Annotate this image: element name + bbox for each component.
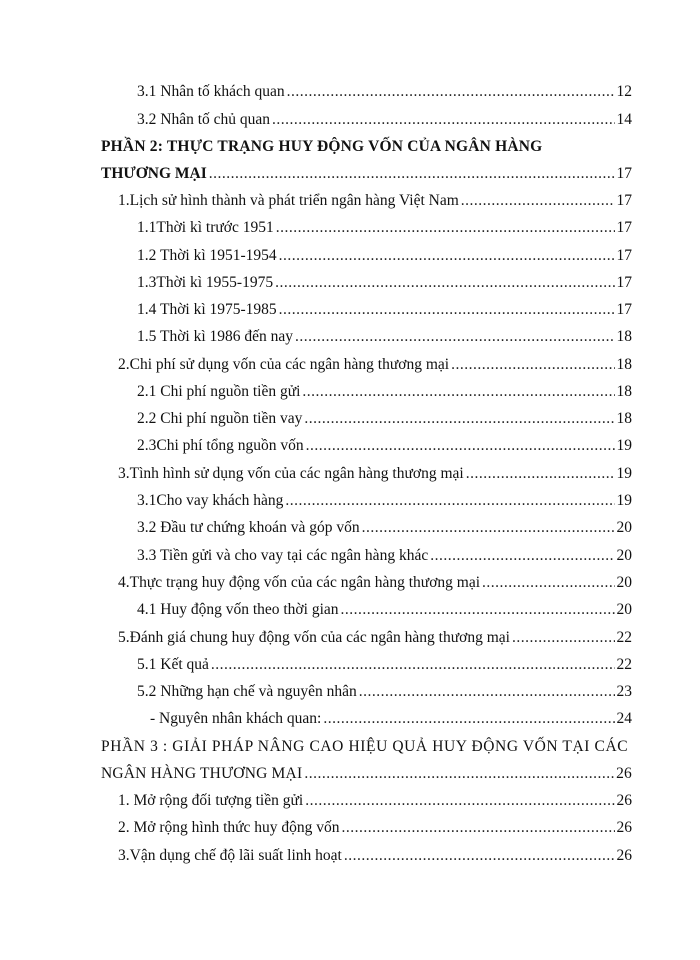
toc-entry-label: 1.3Thời kì 1955-1975 (137, 274, 274, 291)
toc-entry-page: 20 (616, 547, 632, 564)
toc-entry-label: NGÂN HÀNG THƯƠNG MẠI (101, 765, 303, 782)
toc-entry-label: 5.Đánh giá chung huy động vốn của các ngân hàng thương mại (118, 629, 510, 646)
toc-entry-label: 3.Vận dụng chế độ lãi suất linh hoạt (118, 847, 342, 864)
toc-entry (137, 327, 632, 347)
toc-entry-label: 2.1 Chi phí nguồn tiền gửi (137, 383, 301, 400)
toc-entry-label: 1.5 Thời kì 1986 đến nay (137, 328, 294, 345)
toc-entry-page: 17 (616, 165, 632, 182)
leader-dots (342, 818, 615, 838)
toc-entry (118, 818, 632, 838)
toc-entry (118, 573, 632, 593)
toc-entry-label: 3.Tình hình sử dụng vốn của các ngân hàng thương mại (118, 465, 464, 482)
toc-entry-label: 3.1 Nhân tố khách quan (137, 83, 285, 100)
toc-entry-label: 3.1Cho vay khách hàng (137, 492, 284, 509)
toc-entry-label: 1.Lịch sử hình thành và phát triển ngân hàng Việt Nam (118, 192, 459, 209)
toc-entry-page: 14 (616, 111, 632, 128)
leader-dots (276, 218, 615, 238)
leader-dots (287, 82, 615, 102)
toc-entry (118, 846, 632, 866)
leader-dots (275, 273, 614, 293)
toc-entry-label: - Nguyên nhân khách quan: (150, 710, 322, 727)
toc-entry (137, 518, 632, 538)
toc-entry (137, 246, 632, 266)
toc-entry-label: 1.4 Thời kì 1975-1985 (137, 301, 277, 318)
toc-entry-page: 24 (616, 710, 632, 727)
toc-entry (118, 628, 632, 648)
toc-entry-page: 17 (616, 192, 632, 209)
toc-entry (137, 682, 632, 702)
toc-entry-page: 26 (616, 819, 632, 836)
toc-entry-page: 12 (616, 83, 632, 100)
toc-entry-page: 18 (616, 410, 632, 427)
leader-dots (323, 709, 614, 729)
toc-entry-page: 20 (616, 601, 632, 618)
toc-entry-page: 22 (616, 656, 632, 673)
toc-entry (137, 382, 632, 402)
toc-entry (137, 218, 632, 238)
toc-entry (118, 464, 632, 484)
toc-entry (137, 655, 632, 675)
toc-entry-page: 20 (616, 519, 632, 536)
toc-entry-label: 2.Chi phí sử dụng vốn của các ngân hàng thương mại (118, 356, 450, 373)
leader-dots (211, 655, 615, 675)
leader-dots (341, 600, 615, 620)
leader-dots (344, 846, 615, 866)
toc-entry-label: 3.2 Đầu tư chứng khoán và góp vốn (137, 519, 360, 536)
toc-entry-label: 1. Mở rộng đối tượng tiền gửi (118, 792, 304, 809)
leader-dots (461, 191, 615, 211)
leader-dots (482, 573, 614, 593)
leader-dots (302, 382, 614, 402)
toc-entry-page: 20 (616, 574, 632, 591)
toc-entry-label: 1.1Thời kì trước 1951 (137, 219, 274, 236)
toc-entry-page: 18 (616, 383, 632, 400)
section-heading: PHẦN 3 : GIẢI PHÁP NÂNG CAO HIỆU QUẢ HUY ĐỘNG VỐN TẠI CÁC (101, 738, 629, 755)
leader-dots (512, 628, 615, 648)
toc-entry (150, 709, 632, 729)
leader-dots (466, 464, 615, 484)
toc-entry (137, 436, 632, 456)
toc-entry (101, 164, 632, 184)
toc-entry-label: 3.3 Tiền gửi và cho vay tại các ngân hàng khác (137, 547, 429, 564)
toc-entry (137, 600, 632, 620)
toc-entry-page: 19 (616, 492, 632, 509)
toc-entry-label: 4.1 Huy động vốn theo thời gian (137, 601, 339, 618)
toc-entry-page: 26 (616, 847, 632, 864)
leader-dots (430, 546, 614, 566)
leader-dots (362, 518, 615, 538)
toc-entry-page: 17 (616, 247, 632, 264)
leader-dots (304, 409, 614, 429)
toc-entry-page: 18 (616, 328, 632, 345)
toc-entry-page: 19 (616, 465, 632, 482)
toc-entry (137, 82, 632, 102)
toc-entry-label: 5.1 Kết quả (137, 656, 209, 673)
leader-dots (304, 764, 614, 784)
toc-entry-page: 23 (616, 683, 632, 700)
toc-entry (118, 355, 632, 375)
toc-entry-label: 4.Thực trạng huy động vốn của các ngân hàng thương mại (118, 574, 481, 591)
leader-dots (305, 791, 614, 811)
leader-dots (306, 436, 615, 456)
leader-dots (279, 246, 615, 266)
leader-dots (295, 327, 614, 347)
toc-entry-page: 17 (616, 301, 632, 318)
toc-entry (137, 491, 632, 511)
toc-entry (118, 791, 632, 811)
section-heading: PHẦN 2: THỰC TRẠNG HUY ĐỘNG VỐN CỦA NGÂN HÀNG (101, 138, 543, 155)
leader-dots (272, 110, 614, 130)
toc-entry (101, 764, 632, 784)
toc-entry (137, 273, 632, 293)
toc-entry (137, 409, 632, 429)
toc-entry-label: 1.2 Thời kì 1951-1954 (137, 247, 277, 264)
toc-entry (137, 546, 632, 566)
toc-entry-page: 17 (616, 219, 632, 236)
toc-entry-page: 26 (616, 765, 632, 782)
leader-dots (285, 491, 614, 511)
toc-entry-page: 19 (616, 437, 632, 454)
toc-entry-label: 2.2 Chi phí nguồn tiền vay (137, 410, 303, 427)
leader-dots (451, 355, 614, 375)
toc-entry-label: THƯƠNG MẠI (101, 165, 207, 182)
leader-dots (279, 300, 615, 320)
toc-entry-label: 2.3Chi phí tổng nguồn vốn (137, 437, 304, 454)
toc-entry (137, 110, 632, 130)
toc-entry-page: 22 (616, 629, 632, 646)
toc-entry-page: 26 (616, 792, 632, 809)
toc-entry (137, 300, 632, 320)
leader-dots (359, 682, 615, 702)
toc-entry-label: 2. Mở rộng hình thức huy động vốn (118, 819, 340, 836)
toc-entry (118, 191, 632, 211)
leader-dots (209, 164, 615, 184)
toc-entry-label: 3.2 Nhân tố chủ quan (137, 111, 271, 128)
toc-entry-label: 5.2 Những hạn chế và nguyên nhân (137, 683, 357, 700)
toc-entry-page: 17 (616, 274, 632, 291)
toc-entry-page: 18 (616, 356, 632, 373)
